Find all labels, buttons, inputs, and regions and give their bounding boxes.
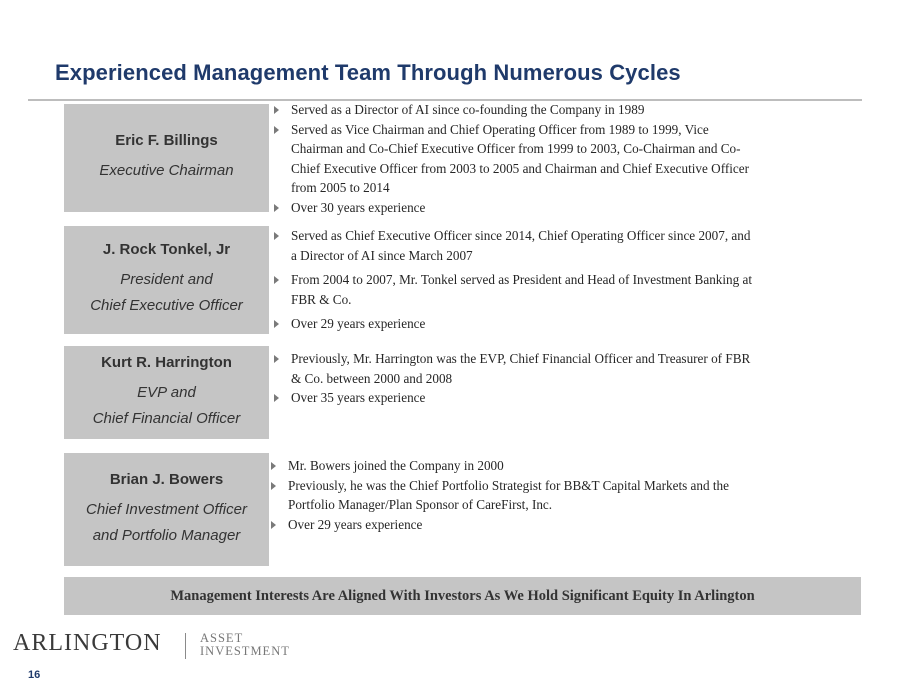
bullet-line: Over 29 years experience [288, 516, 423, 532]
bullet-item [274, 226, 859, 265]
logo-sub-line: INVESTMENT [200, 644, 290, 658]
company-logo-subtitle [200, 632, 290, 658]
banner-text: Management Interests Are Aligned With Investors As We Hold Significant Equity In Arlington [170, 587, 755, 604]
bullet-line: Over 30 years experience [291, 199, 426, 215]
triangle-bullet-icon [274, 106, 279, 114]
person-card-harrington [64, 346, 269, 439]
bullet-line: Served as Vice Chairman and Chief Operating Officer from 1989 to 1999, Vice [291, 121, 709, 137]
bullet-line: Previously, Mr. Harrington was the EVP, Chief Financial Officer and Treasurer of FBR [291, 351, 751, 366]
person-role-line: Executive Chairman [99, 162, 234, 179]
bullet-line: Chief Executive Officer from 2003 to 2005 and Chairman and Chief Executive Officer [291, 160, 749, 176]
triangle-bullet-icon [274, 204, 279, 212]
person-role-line: Chief Financial Officer [92, 409, 241, 427]
person-name: Kurt R. Harrington [101, 353, 232, 371]
bullet-line: Previously, he was the Chief Portfolio Strategist for BB&T Capital Markets and the [288, 477, 729, 493]
bullet-line: From 2004 to 2007, Mr. Tonkel served as President and Head of Investment Banking at [291, 272, 753, 287]
bullet-item [271, 476, 841, 515]
bullet-item [274, 388, 859, 408]
logo-divider [185, 633, 186, 659]
bullet-item [274, 198, 854, 218]
triangle-bullet-icon [271, 462, 276, 470]
bullet-line: Chairman and Co-Chief Executive Officer from 1999 to 2003, Co-Chairman and Co- [291, 141, 741, 156]
triangle-bullet-icon [274, 355, 279, 363]
person-card-bowers [64, 453, 269, 566]
triangle-bullet-icon [274, 394, 279, 402]
person-role-line: and Portfolio Manager [92, 526, 241, 544]
person-role-line: Chief Investment Officer [86, 500, 247, 518]
bullet-line: Over 29 years experience [291, 316, 426, 331]
bullet-line: & Co. between 2000 and 2008 [291, 370, 453, 386]
person-name: Brian J. Bowers [109, 470, 224, 488]
bullet-list-bowers [271, 456, 841, 534]
triangle-bullet-icon [271, 482, 276, 490]
bullet-line: Mr. Bowers joined the Company in 2000 [288, 458, 504, 473]
bullet-line: a Director of AI since March 2007 [291, 247, 473, 263]
page-number: 16 [28, 669, 41, 681]
bullet-item [274, 120, 854, 198]
bullet-line: from 2005 to 2014 [291, 180, 390, 195]
bullet-line: Served as Chief Executive Officer since 2014, Chief Operating Officer since 2007, and [291, 228, 751, 243]
person-name: Eric F. Billings [115, 132, 218, 149]
bullet-line: FBR & Co. [291, 291, 352, 307]
triangle-bullet-icon [274, 320, 279, 328]
bullet-item [274, 349, 859, 388]
bullet-list-billings [274, 100, 854, 217]
bullet-line: Served as a Director of AI since co-founding the Company in 1989 [291, 102, 645, 117]
bullet-line: Over 35 years experience [291, 390, 426, 405]
person-role-line: Chief Executive Officer [90, 297, 243, 314]
slide-title: Experienced Management Team Through Numerous Cycles [55, 60, 681, 85]
summary-banner [64, 577, 861, 615]
person-name: J. Rock Tonkel, Jr [102, 241, 231, 258]
bullet-item [274, 270, 859, 309]
person-card-billings [64, 104, 269, 212]
bullet-item [274, 314, 859, 334]
bullet-list-tonkel [274, 226, 859, 334]
bullet-item [271, 456, 841, 476]
triangle-bullet-icon [274, 232, 279, 240]
bullet-line: Portfolio Manager/Plan Sponsor of CareFirst, Inc. [288, 497, 553, 512]
person-role-line: EVP and [137, 383, 196, 401]
bullet-list-harrington [274, 349, 859, 408]
triangle-bullet-icon [274, 276, 279, 284]
logo-sub-line: ASSET [200, 631, 244, 645]
triangle-bullet-icon [271, 521, 276, 529]
triangle-bullet-icon [274, 126, 279, 134]
person-card-tonkel [64, 226, 269, 334]
company-logo-wordmark: ARLINGTON [13, 630, 162, 656]
person-role-line: President and [120, 271, 213, 288]
bullet-item [271, 515, 841, 535]
bullet-item [274, 100, 854, 120]
